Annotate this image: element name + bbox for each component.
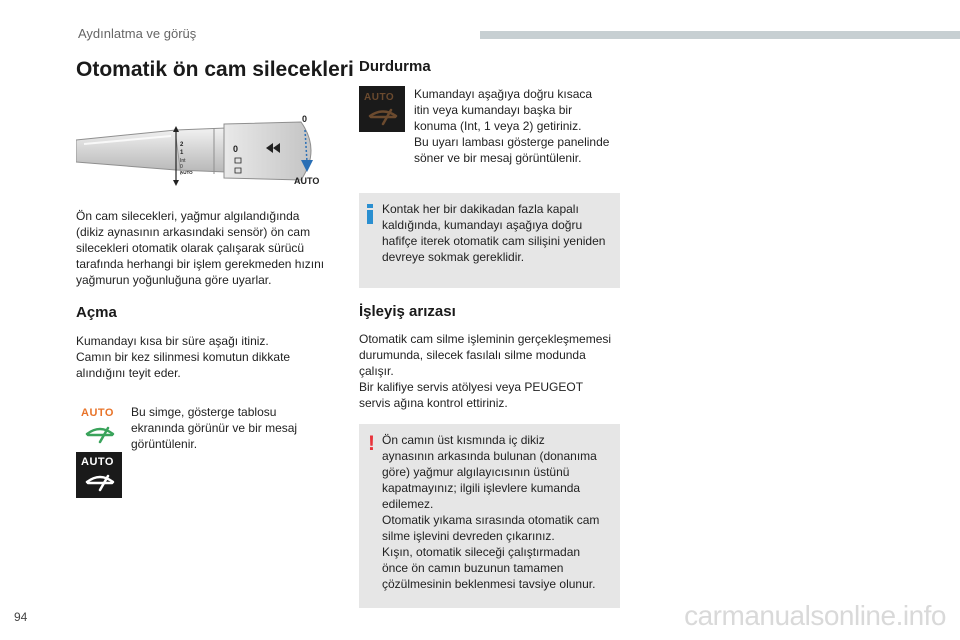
auto-wiper-off-icon <box>359 86 405 132</box>
info-note-box <box>359 193 620 288</box>
auto-label: AUTO <box>364 92 395 103</box>
knob-label-0: 0 <box>233 144 239 154</box>
running-header: Aydınlatma ve görüş <box>78 26 197 41</box>
auto-label: AUTO <box>81 407 114 419</box>
page-title: Otomatik ön cam silecekleri <box>76 58 354 81</box>
ariza-paragraph: Otomatik cam silme işleminin gerçekleşmemesi durumunda, silecek fasılalı silme modunda çalışır. Bir kalifiye servis atölyesi veya PEUGEOT servis ağına kontrol ettiriniz. <box>359 332 612 410</box>
warning-note-box <box>359 424 620 608</box>
auto-wiper-light-icon <box>76 404 122 450</box>
auto-wiper-dark-icon <box>76 452 122 498</box>
stalk-label-2: 2 <box>180 142 184 148</box>
info-note-text: Kontak her bir dakikadan fazla kapalı kaldığında, kumandayı aşağıya doğru hafifçe iterek otomatik cam silişini yeniden devreye sokmak gereklidir. <box>382 202 606 264</box>
acma-paragraph: Kumandayı kısa bir süre aşağı itiniz. Camın bir kez silinmesi komutun dikkate alındığını teyit eder. <box>76 334 291 380</box>
figure-auto-label: AUTO <box>294 176 320 186</box>
warning-icon: ! <box>368 432 375 455</box>
stalk-label-0: 0 <box>180 164 183 170</box>
stalk-label-int: Int <box>180 158 186 164</box>
header-bar <box>480 31 960 39</box>
durdurma-paragraph: Kumandayı aşağıya doğru kısaca itin veya kumandayı başka bir konuma (Int, 1 veya 2) getiriniz. Bu uyarı lambası gösterge panelinde söner ve bir mesaj görüntülenir. <box>414 87 610 165</box>
stalk-label-1: 1 <box>180 150 184 156</box>
watermark: carmanualsonline.info <box>684 600 946 631</box>
info-icon <box>367 204 373 224</box>
section-heading-durdurma: Durdurma <box>359 58 431 75</box>
stalk-label-auto: AUTO <box>180 170 193 175</box>
section-heading-acma: Açma <box>76 304 117 321</box>
section-heading-ariza: İşleyiş arızası <box>359 303 456 320</box>
intro-paragraph: Ön cam silecekleri, yağmur algılandığında (dikiz aynasının arkasındaki sensör) ön cam silecekleri otomatik olarak çalışarak sürücü tarafında herhangi bir işlem gerekmeden hızını yağmurun yoğunluğuna göre uyarlar. <box>76 209 325 287</box>
auto-label: AUTO <box>81 456 114 468</box>
acma-symbol-paragraph: Bu simge, gösterge tablosu ekranında görünür ve bir mesaj görüntülenir. <box>131 405 298 451</box>
figure-mode-label: 0 <box>302 114 308 124</box>
warning-note-text: Ön camın üst kısmında iç dikiz aynasının arkasında bulunan (donanıma göre) yağmur algılayıcısının üstünü kapatmayınız; ilgili işlevlere kumanda edilemez. Otomatik yıkama sırasında otomatik cam silme işlevini devreden çıkarınız. Kışın, otomatik sileceği çalıştırmadan önce ön camın buzunun tamamen çözülmesinin beklenmesi tavsiye olunur. <box>382 433 600 591</box>
page-number: 94 <box>14 610 28 624</box>
wiper-stalk-illustration <box>76 110 326 190</box>
